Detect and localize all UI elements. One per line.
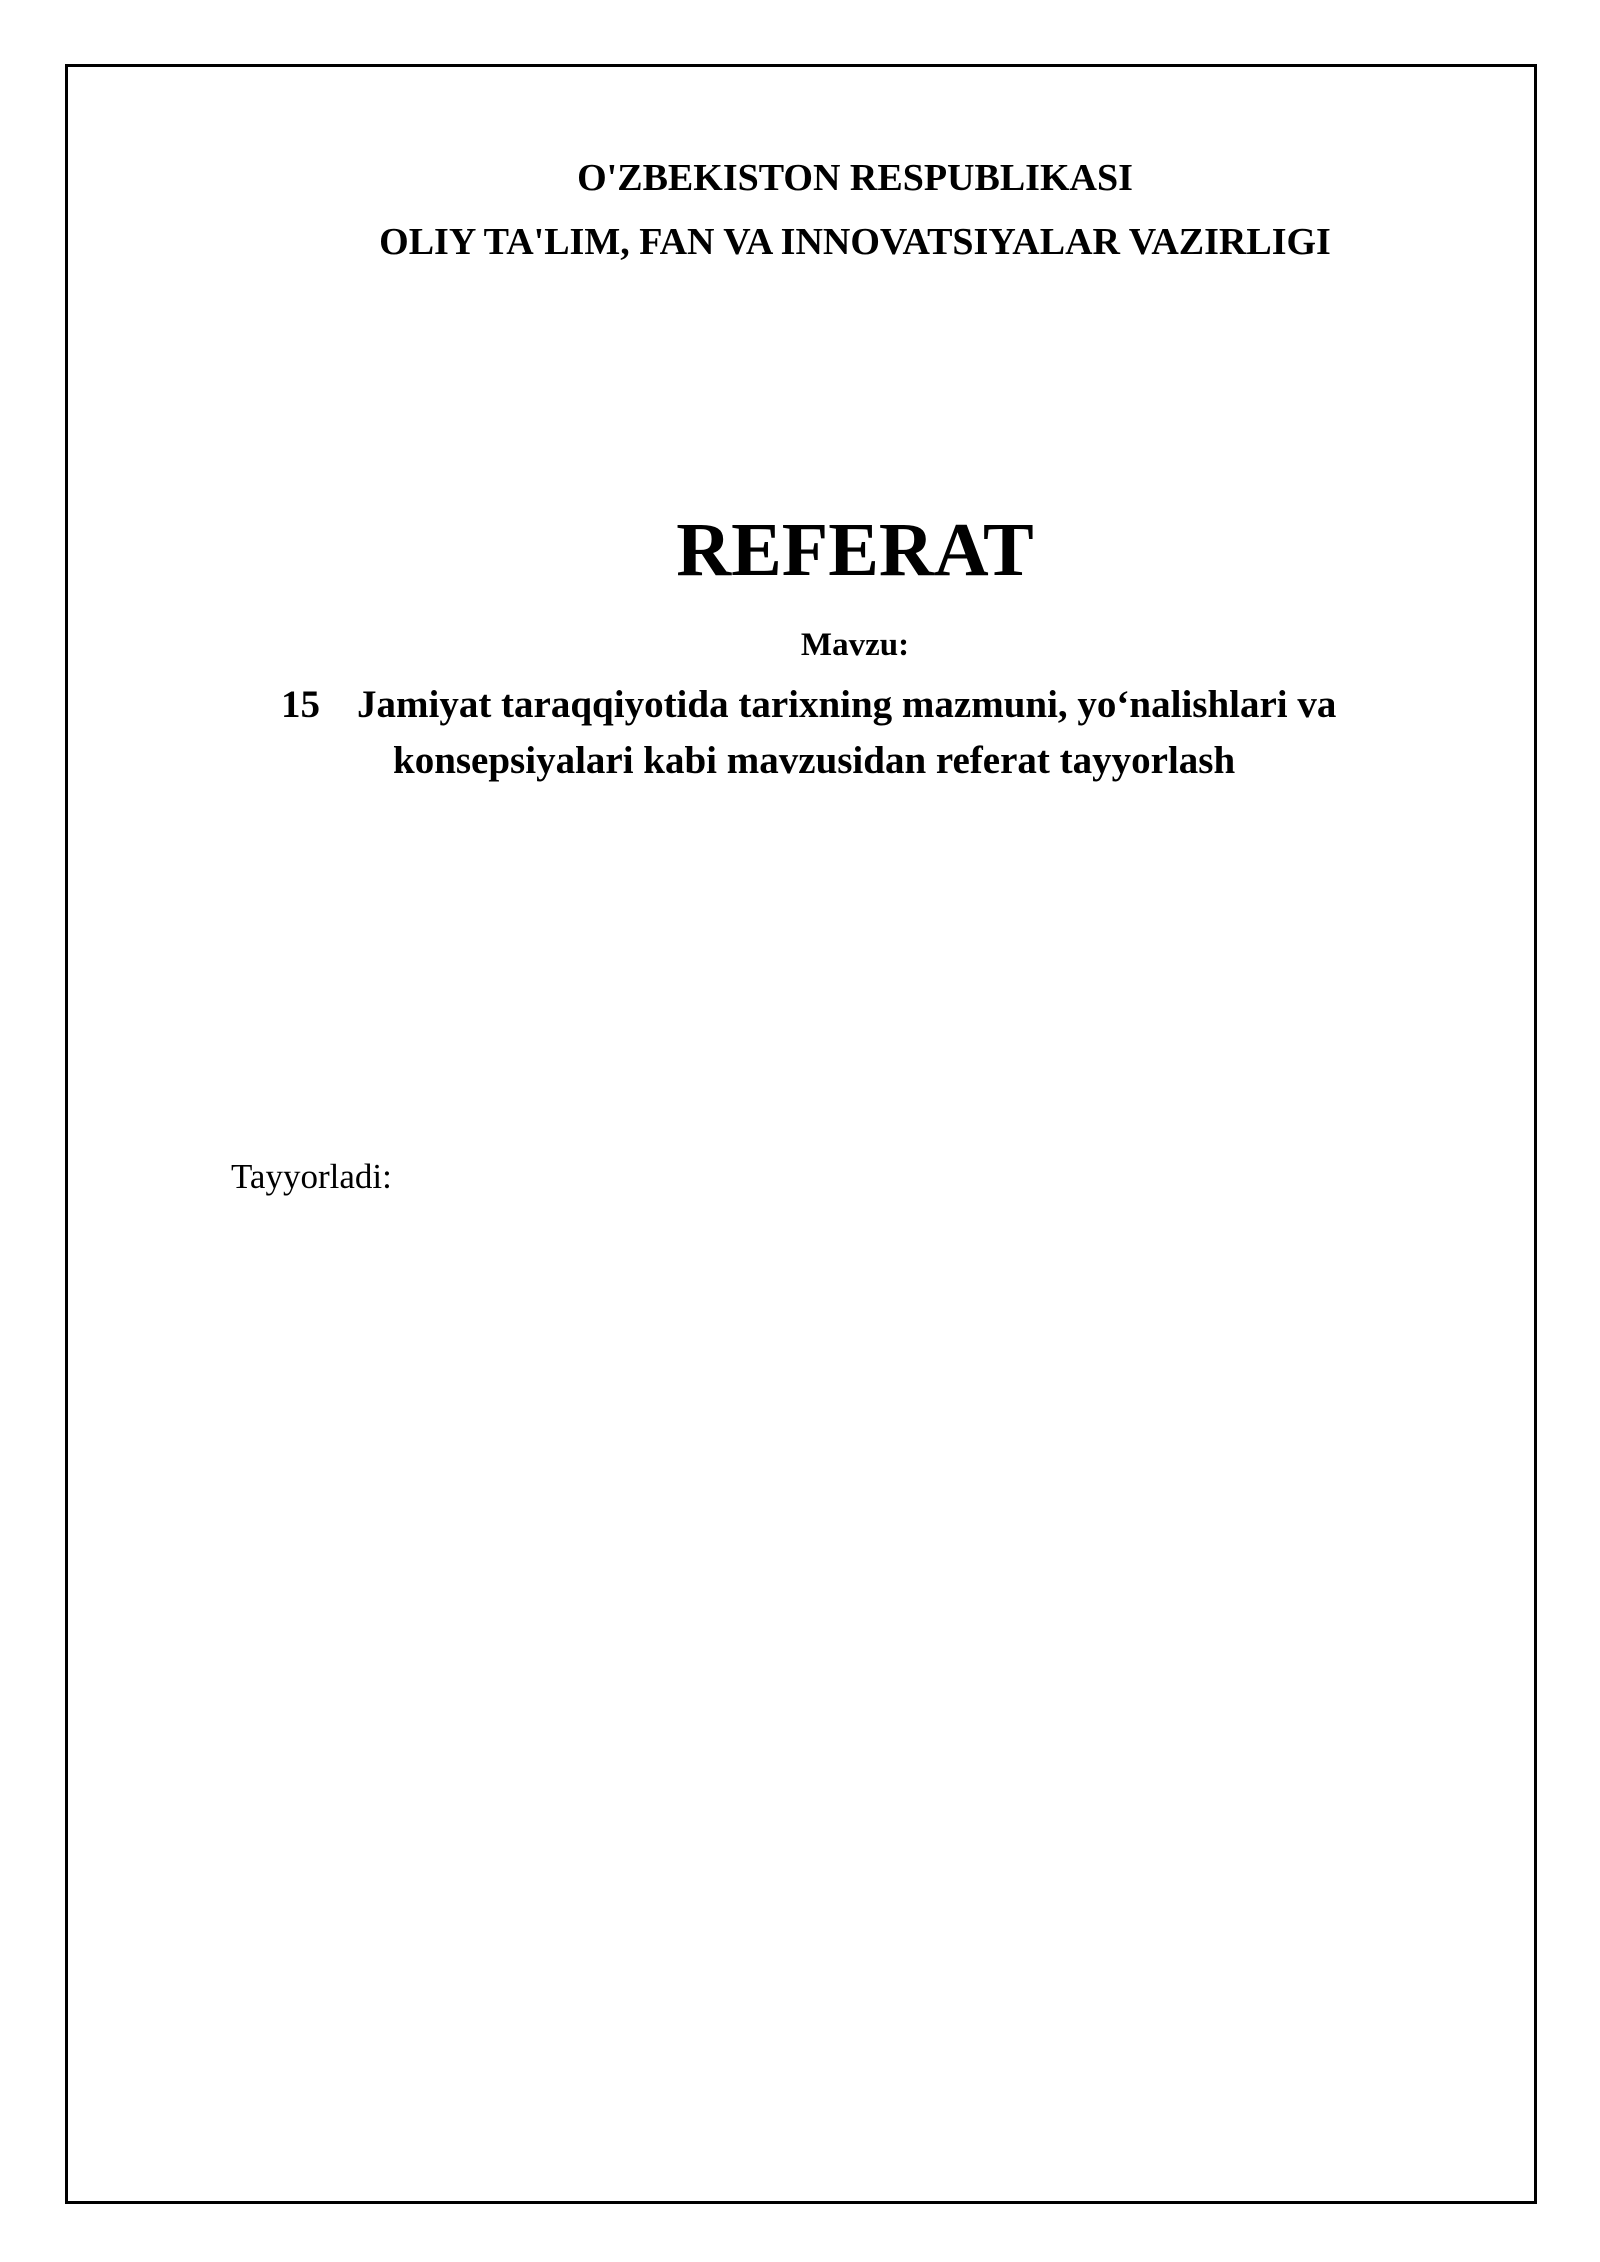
document-title: REFERAT [676,508,1034,592]
topic-label: Mavzu: [800,627,910,663]
topic-number: 15 [281,683,320,726]
ministry-header-name: OLIY TA'LIM, FAN VA INNOVATSIYALAR VAZIRLIGI [379,221,1331,263]
ministry-header-country: O'ZBEKISTON RESPUBLIKASI [577,157,1133,199]
page-border [65,64,1537,2204]
prepared-by-label: Tayyorladi: [231,1157,392,1196]
topic-text-line-2: konsepsiyalari kabi mavzusidan referat tayyorlash [393,739,1236,782]
topic-text-line-1: Jamiyat taraqqiyotida tarixning mazmuni, yo‘nalishlari va [357,683,1337,726]
